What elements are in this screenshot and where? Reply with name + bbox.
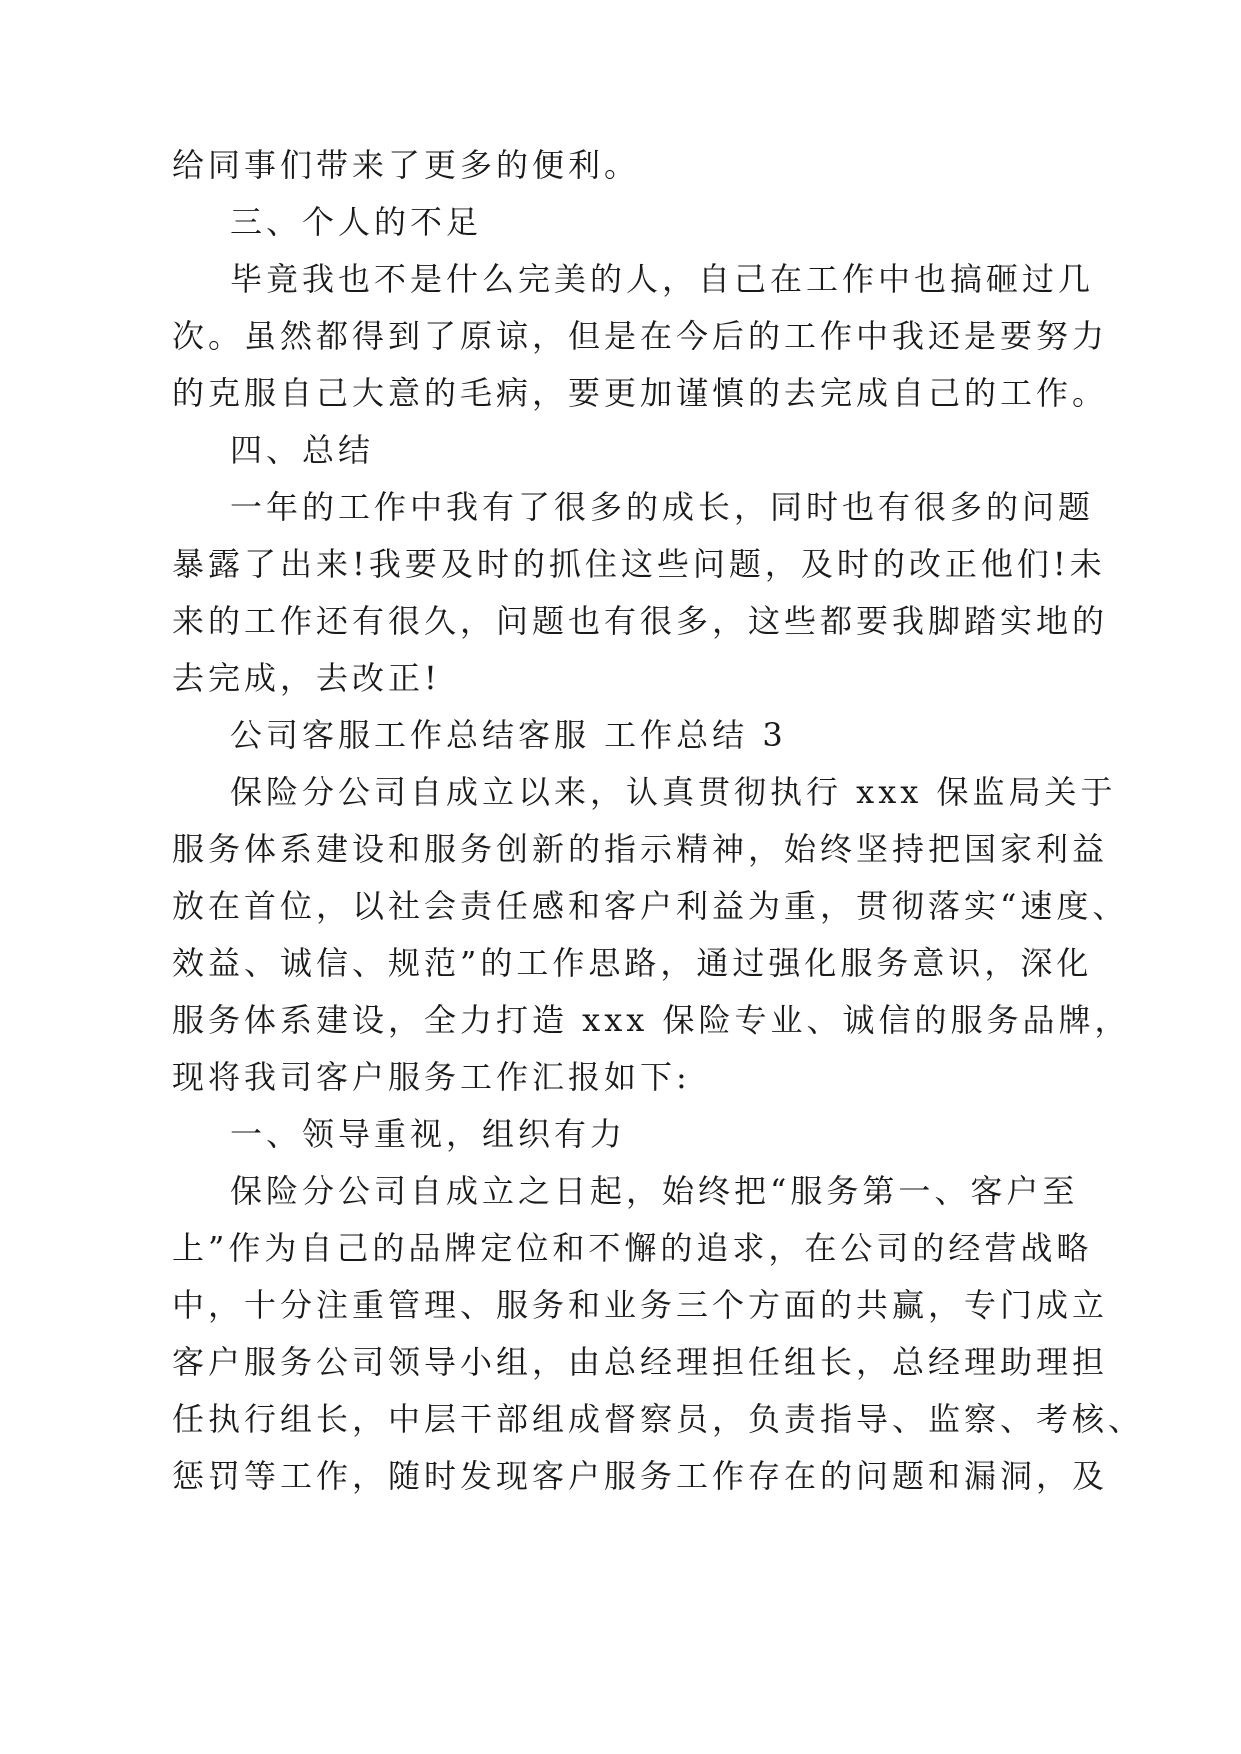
text-line: 任执行组长，中层干部组成督察员，负责指导、监察、考核、 <box>172 1400 1145 1438</box>
text-line: 保险分公司自成立之日起，始终把“服务第一、客户至 <box>230 1172 1079 1210</box>
text-line: 的克服自己大意的毛病，要更加谨慎的去完成自己的工作。 <box>172 374 1109 412</box>
text-line: 服务体系建设，全力打造 xxx 保险专业、诚信的服务品牌， <box>172 1001 1131 1039</box>
text-line: 现将我司客户服务工作汇报如下: <box>172 1058 691 1096</box>
document-title: 公司客服工作总结客服 工作总结 3 <box>230 716 787 754</box>
section-heading: 一、领导重视，组织有力 <box>230 1115 627 1153</box>
text-line: 中，十分注重管理、服务和业务三个方面的共赢，专门成立 <box>172 1286 1109 1324</box>
text-line: 给同事们带来了更多的便利。 <box>172 146 641 184</box>
text-line: 来的工作还有很久，问题也有很多，这些都要我脚踏实地的 <box>172 602 1109 640</box>
text-line: 暴露了出来!我要及时的抓住这些问题，及时的改正他们!未 <box>172 545 1106 583</box>
text-line: 毕竟我也不是什么完美的人，自己在工作中也搞砸过几 <box>230 260 1095 298</box>
text-line: 放在首位，以社会责任感和客户利益为重，贯彻落实“速度、 <box>172 887 1129 925</box>
text-line: 一年的工作中我有了很多的成长，同时也有很多的问题 <box>230 488 1095 526</box>
section-heading: 三、个人的不足 <box>230 203 483 241</box>
text-line: 惩罚等工作，随时发现客户服务工作存在的问题和漏洞，及 <box>172 1457 1109 1495</box>
text-line: 去完成，去改正! <box>172 659 441 697</box>
text-line: 上”作为自己的品牌定位和不懈的追求，在公司的经营战略 <box>172 1229 1093 1267</box>
section-heading: 四、总结 <box>230 431 375 469</box>
text-line: 保险分公司自成立以来，认真贯彻执行 xxx 保监局关于 <box>230 773 1117 811</box>
text-line: 效益、诚信、规范”的工作思路，通过强化服务意识，深化 <box>172 944 1093 982</box>
text-line: 服务体系建设和服务创新的指示精神，始终坚持把国家利益 <box>172 830 1109 868</box>
text-line: 次。虽然都得到了原谅，但是在今后的工作中我还是要努力 <box>172 317 1109 355</box>
text-line: 客户服务公司领导小组，由总经理担任组长，总经理助理担 <box>172 1343 1109 1381</box>
